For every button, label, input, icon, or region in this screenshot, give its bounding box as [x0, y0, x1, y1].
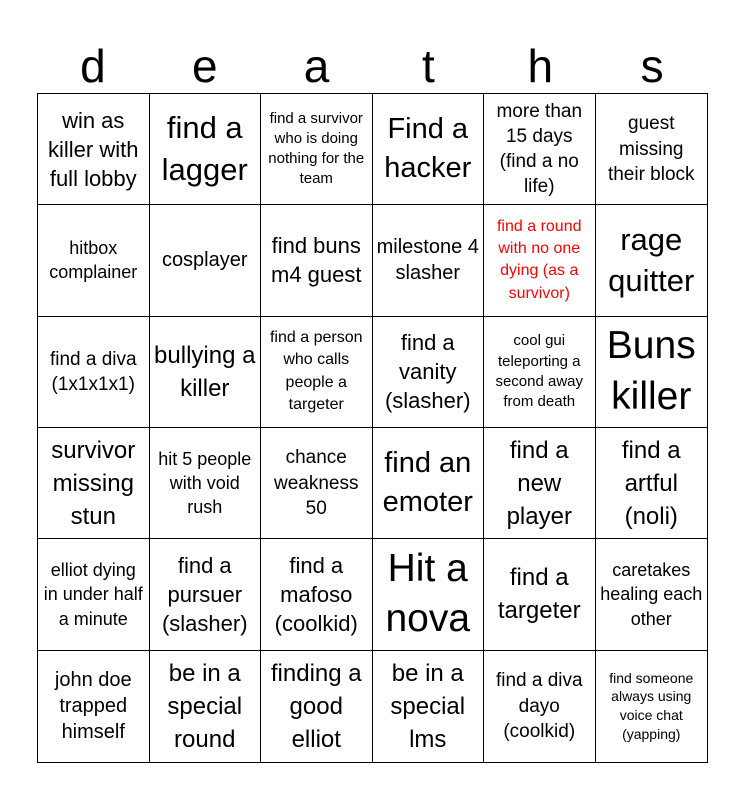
header-letter-t: t [422, 40, 435, 92]
header-letter-s: s [640, 40, 664, 92]
bingo-cell[interactable]: find a person who calls people a targeter [261, 317, 373, 428]
bingo-cell[interactable]: be in a special lms [373, 651, 485, 762]
bingo-cell[interactable]: find a diva dayo (coolkid) [484, 651, 596, 762]
bingo-cell[interactable]: find someone always using voice chat (yapping) [609, 669, 694, 743]
bingo-cell[interactable]: find a lagger [150, 94, 262, 205]
bingo-cell[interactable]: cool gui teleporting a second away from death [484, 317, 596, 428]
bingo-cell[interactable]: find a mafoso (coolkid) [261, 539, 373, 650]
bingo-cell[interactable]: find a artful (noli) [596, 428, 708, 539]
bingo-cell[interactable]: find a diva (1x1x1x1) [38, 317, 150, 428]
bingo-cell[interactable]: hitbox complainer [38, 205, 150, 316]
bingo-cell[interactable]: find a targeter [484, 539, 596, 650]
bingo-cell[interactable]: cosplayer [150, 205, 262, 316]
bingo-cell[interactable]: Find a hacker [373, 94, 485, 205]
bingo-cell[interactable]: rage quitter [596, 205, 708, 316]
bingo-cell[interactable]: Buns killer [596, 317, 708, 428]
bingo-cell[interactable]: more than 15 days (find a no life) [484, 94, 596, 205]
bingo-cell[interactable]: chance weakness 50 [261, 428, 373, 539]
bingo-cell[interactable]: be in a special round [150, 651, 262, 762]
bingo-cell[interactable]: guest missing their block [596, 94, 708, 205]
bingo-cell[interactable]: elliot dying in under half a minute [38, 539, 150, 650]
bingo-cell[interactable]: find a vanity (slasher) [373, 317, 485, 428]
bingo-cell[interactable]: survivor missing stun [38, 428, 150, 539]
bingo-cell[interactable]: win as killer with full lobby [38, 94, 150, 205]
header-letter-e: e [191, 40, 218, 92]
bingo-cell[interactable]: milestone 4 slasher [373, 205, 485, 316]
bingo-cell[interactable]: hit 5 people with void rush [150, 428, 262, 539]
bingo-grid [37, 93, 708, 763]
bingo-cell[interactable]: caretakes healing each other [596, 539, 708, 650]
bingo-header [37, 38, 708, 94]
bingo-cell-highlighted[interactable]: find a round with no one dying (as a survivor) [484, 205, 596, 316]
header-letter-d: d [80, 40, 106, 92]
bingo-cell[interactable]: find an emoter [373, 428, 485, 539]
bingo-cell[interactable]: find a pursuer (slasher) [150, 539, 262, 650]
bingo-cell[interactable]: find buns m4 guest [261, 205, 373, 316]
bingo-cell[interactable]: bullying a killer [150, 317, 262, 428]
bingo-cell[interactable]: Hit a nova [373, 539, 485, 650]
bingo-cell[interactable]: find a new player [484, 428, 596, 539]
header-letter-h: h [527, 40, 554, 92]
bingo-cell[interactable]: john doe trapped himself [38, 651, 150, 762]
bingo-cell[interactable]: finding a good elliot [261, 651, 373, 762]
header-letter-a: a [303, 40, 330, 92]
bingo-cell[interactable]: find a survivor who is doing nothing for the team [261, 94, 373, 205]
